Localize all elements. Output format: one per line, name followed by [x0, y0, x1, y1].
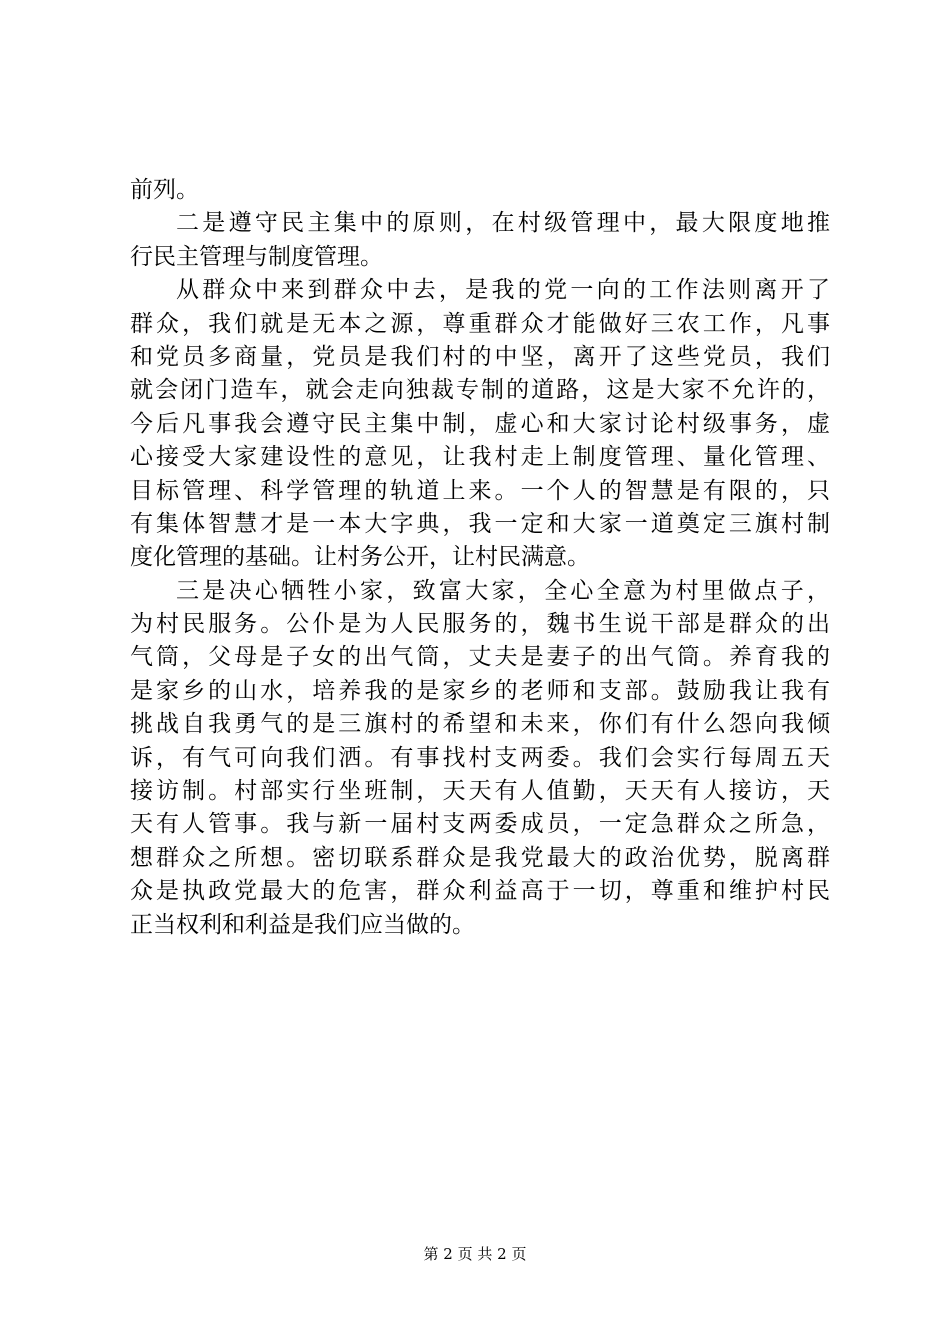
- text-line: 诉，有气可向我们洒。有事找村支两委。我们会实行每周五天: [130, 744, 830, 771]
- text-line: 目标管理、科学管理的轨道上来。一个人的智慧是有限的，只: [130, 477, 830, 504]
- document-body: [130, 174, 830, 942]
- text-line: 三是决心牺牲小家，致富大家，全心全意为村里做点子，: [176, 577, 830, 604]
- text-line: 群众，我们就是无本之源，尊重群众才能做好三农工作，凡事: [130, 310, 830, 337]
- text-line: 二是遵守民主集中的原则，在村级管理中，最大限度地推: [176, 210, 830, 237]
- text-line: 为村民服务。公仆是为人民服务的，魏书生说干部是群众的出: [130, 611, 830, 638]
- text-line: 接访制。村部实行坐班制，天天有人值勤，天天有人接访，天: [130, 778, 830, 805]
- text-line: 前列。: [130, 177, 199, 203]
- text-line: 挑战自我勇气的是三旗村的希望和未来，你们有什么怨向我倾: [130, 711, 830, 738]
- text-line: 天有人管事。我与新一届村支两委成员，一定急群众之所急，: [130, 811, 830, 838]
- text-line: 就会闭门造车，就会走向独裁专制的道路，这是大家不允许的，: [130, 377, 830, 404]
- page-number-label: 第 2 页 共 2 页: [423, 1245, 527, 1263]
- text-line: 今后凡事我会遵守民主集中制，虚心和大家讨论村级事务，虚: [130, 410, 830, 437]
- paragraph-4: [130, 575, 830, 942]
- page-footer: [0, 1244, 950, 1264]
- text-line: 从群众中来到群众中去，是我的党一向的工作法则离开了: [176, 277, 830, 304]
- text-line: 有集体智慧才是一本大字典，我一定和大家一道奠定三旗村制: [130, 510, 830, 537]
- text-line: 正当权利和利益是我们应当做的。: [130, 911, 475, 938]
- text-line: 度化管理的基础。让村务公开，让村民满意。: [130, 544, 590, 571]
- text-line: 众是执政党最大的危害，群众利益高于一切，尊重和维护村民: [130, 878, 830, 905]
- text-line: 是家乡的山水，培养我的是家乡的老师和支部。鼓励我让我有: [130, 677, 830, 704]
- paragraph-2: [130, 207, 830, 274]
- paragraph-1: [130, 174, 830, 207]
- paragraph-3: [130, 274, 830, 575]
- text-line: 和党员多商量，党员是我们村的中坚，离开了这些党员，我们: [130, 343, 830, 370]
- text-line: 想群众之所想。密切联系群众是我党最大的政治优势，脱离群: [130, 844, 830, 871]
- text-line: 气筒，父母是子女的出气筒，丈夫是妻子的出气筒。养育我的: [130, 644, 830, 671]
- text-line: 行民主管理与制度管理。: [130, 243, 383, 270]
- text-line: 心接受大家建设性的意见，让我村走上制度管理、量化管理、: [130, 444, 830, 471]
